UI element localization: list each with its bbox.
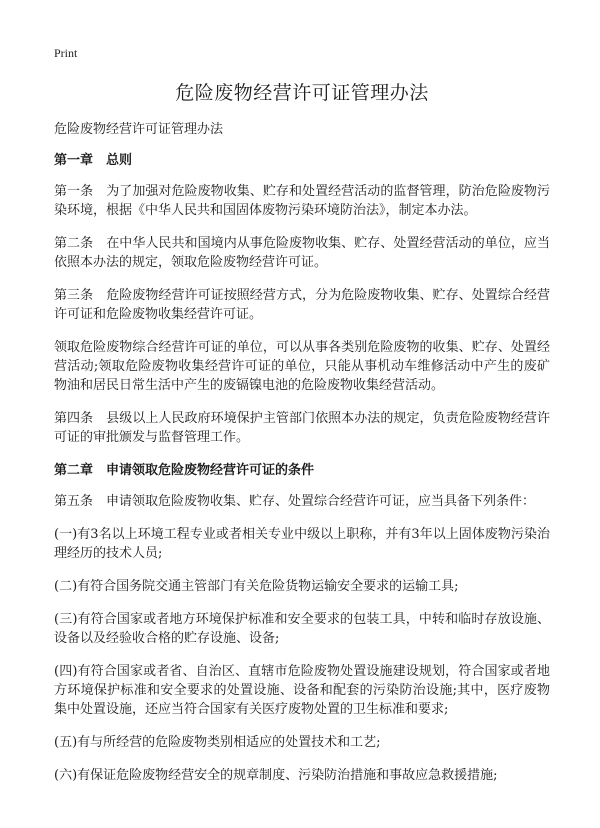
condition-item-1: (一)有3名以上环境工程专业或者相关专业中级以上职称，并有3年以上固体废物污染治理经历的技术人员; <box>54 527 550 561</box>
article-3: 第三条 危险废物经营许可证按照经营方式，分为危险废物收集、贮存、处置综合经营许可证和危险废物收集经营许可证。 <box>54 288 550 322</box>
article-1: 第一条 为了加强对危险废物收集、贮存和处置经营活动的监督管理，防治危险废物污染环境，根据《中华人民共和国固体废物污染环境防治法》，制定本办法。 <box>54 184 550 218</box>
article-5: 第五条 申请领取危险废物收集、贮存、处置综合经营许可证，应当具备下列条件： <box>54 494 536 509</box>
print-link[interactable]: Print <box>54 46 78 60</box>
condition-item-2: (二)有符合国务院交通主管部门有关危险货物运输安全要求的运输工具; <box>54 579 459 594</box>
condition-item-5: (五)有与所经营的危险废物类别相适应的处置技术和工艺; <box>54 735 381 750</box>
chapter-2-heading: 第二章 申请领取危险废物经营许可证的条件 <box>54 463 315 478</box>
article-2: 第二条 在中华人民共和国境内从事危险废物收集、贮存、处置经营活动的单位，应当依照本办法的规定，领取危险废物经营许可证。 <box>54 236 550 270</box>
document-subtitle: 危险废物经营许可证管理办法 <box>54 122 224 137</box>
document-title: 危险废物经营许可证管理办法 <box>175 82 429 104</box>
condition-item-3: (三)有符合国家或者地方环境保护标准和安全要求的包装工具，中转和临时存放设施、设备以及经验收合格的贮存设施、设备; <box>54 612 550 646</box>
article-3-paragraph-2: 领取危险废物综合经营许可证的单位，可以从事各类别危险废物的收集、贮存、处置经营活动;领取危险废物收集经营许可证的单位，只能从事机动车维修活动中产生的废矿物油和居民日常生活中产生的废镉镍电池的危险废物收集经营活动。 <box>54 340 550 393</box>
chapter-1-heading: 第一章 总则 <box>54 153 133 168</box>
condition-item-4: (四)有符合国家或者省、自治区、直辖市危险废物处置设施建设规划，符合国家或者地方环境保护标准和安全要求的处置设施、设备和配套的污染防治设施;其中，医疗废物集中处置设施，还应当符合国家有关医疗废物处置的卫生标准和要求; <box>54 664 550 717</box>
condition-item-6: (六)有保证危险废物经营安全的规章制度、污染防治措施和事故应急救援措施; <box>54 768 498 783</box>
article-4: 第四条 县级以上人民政府环境保护主管部门依照本办法的规定，负责危险废物经营许可证的审批颁发与监督管理工作。 <box>54 411 550 445</box>
